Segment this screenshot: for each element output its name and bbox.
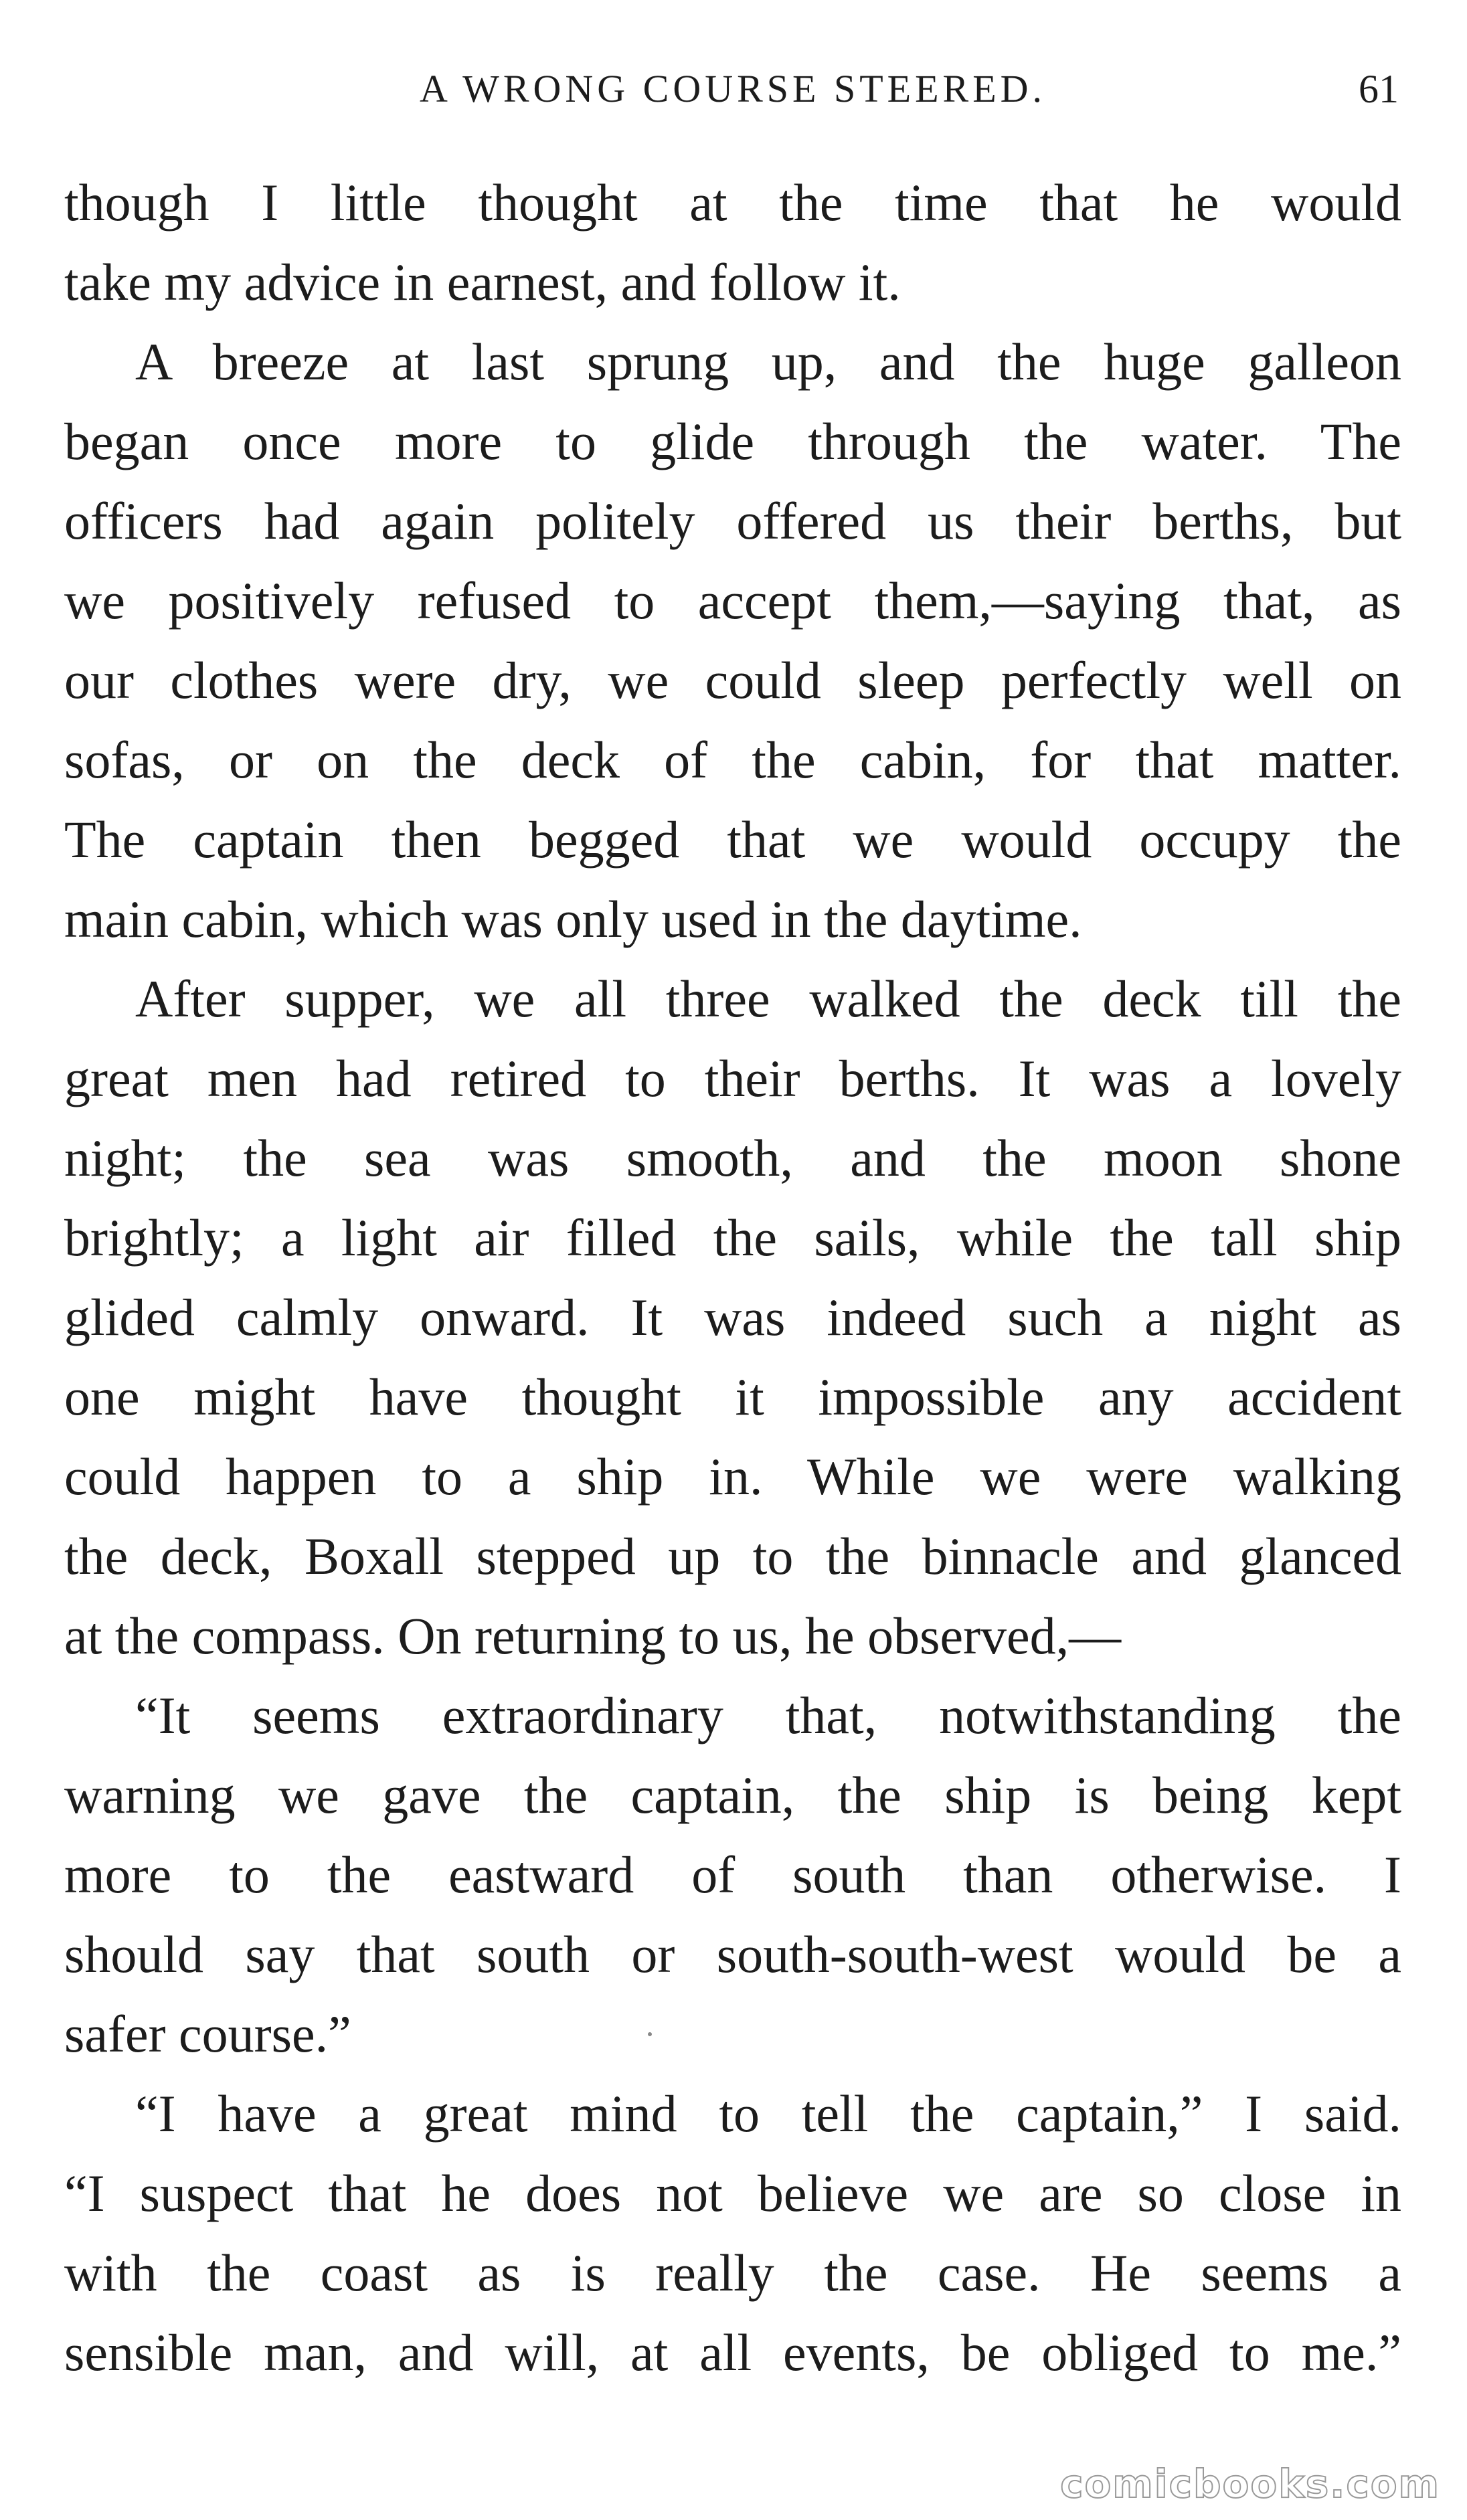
text-line: we positively refused to accept them,—saying that, as [64, 571, 1401, 630]
watermark: comicbooks.com [1060, 2461, 1440, 2507]
body-text [64, 163, 1401, 2392]
text-line: with the coast as is really the case. He seems a [64, 2244, 1401, 2302]
page-number: 61 [1359, 67, 1399, 111]
text-line: glided calmly onward. It was indeed such a night as [64, 1288, 1401, 1346]
text-line: more to the eastward of south than otherwise. I [64, 1846, 1401, 1904]
text-line: our clothes were dry, we could sleep perfectly well on [64, 651, 1401, 709]
text-line: sofas, or on the deck of the cabin, for that matter. [64, 731, 1401, 789]
text-line: “It seems extraordinary that, notwithstanding the [135, 1686, 1401, 1744]
text-line: could happen to a ship in. While we were walking [64, 1447, 1401, 1506]
text-line: at the compass. On returning to us, he observed,— [64, 1607, 1122, 1665]
running-head [67, 59, 1399, 119]
text-line: should say that south or south-south-west would be a [64, 1925, 1401, 1983]
text-line: though I little thought at the time that he would [64, 173, 1401, 232]
running-title: A WRONG COURSE STEERED. [419, 67, 1047, 110]
text-line: began once more to glide through the water. The [64, 412, 1401, 470]
text-line: night; the sea was smooth, and the moon shone [64, 1129, 1401, 1187]
text-line: take my advice in earnest, and follow it. [64, 253, 901, 311]
text-line: one might have thought it impossible any accident [64, 1368, 1401, 1426]
ink-speck [648, 2032, 652, 2036]
text-line: main cabin, which was only used in the daytime. [64, 890, 1082, 948]
text-line: safer course.” [64, 2005, 351, 2063]
text-line: officers had again politely offered us their berths, but [64, 492, 1401, 550]
text-line: warning we gave the captain, the ship is being kept [64, 1766, 1401, 1824]
text-line: great men had retired to their berths. It was a lovely [64, 1049, 1401, 1107]
text-line: The captain then begged that we would occupy the [64, 810, 1401, 869]
text-line: brightly; a light air filled the sails, while the tall ship [64, 1208, 1401, 1267]
text-line: sensible man, and will, at all events, be obliged to me.” [64, 2323, 1401, 2381]
text-line: “I suspect that he does not believe we are so close in [64, 2164, 1401, 2222]
text-line: A breeze at last sprung up, and the huge galleon [135, 333, 1401, 391]
text-line: “I have a great mind to tell the captain,” I said. [135, 2084, 1401, 2143]
text-line: the deck, Boxall stepped up to the binnacle and glanced [64, 1527, 1401, 1585]
text-line: After supper, we all three walked the deck till the [135, 970, 1401, 1028]
